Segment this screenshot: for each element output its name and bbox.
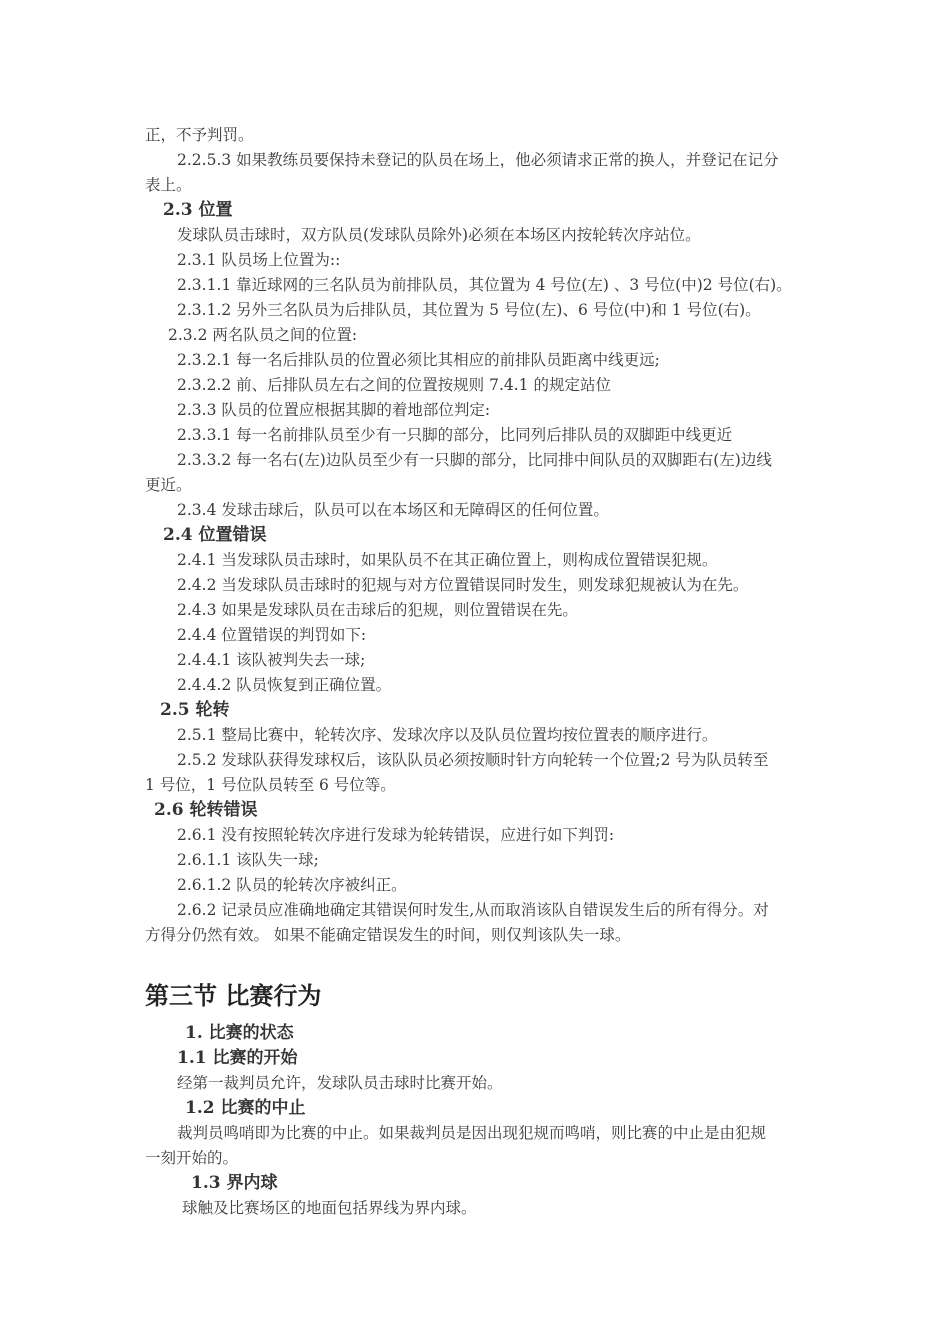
rule-2-4-4: 2.4.4 位置错误的判罚如下: [177, 626, 367, 644]
rule-2-3-2-1: 2.3.2.1 每一名后排队员的位置必须比其相应的前排队员距离中线更远; [177, 351, 660, 369]
text-line: 1 号位，1 号位队员转至 6 号位等。 [145, 776, 396, 794]
heading-1-3: 1.3 界内球 [191, 1173, 278, 1193]
rule-2-4-2: 2.4.2 当发球队员击球时的犯规与对方位置错误同时发生，则发球犯规被认为在先。 [177, 576, 749, 594]
heading-1: 1. 比赛的状态 [185, 1023, 294, 1043]
rule-2-3-1: 2.3.1 队员场上位置为:: [177, 251, 341, 269]
rule-2-3-1-1: 2.3.1.1 靠近球网的三名队员为前排队员，其位置为 4 号位(左) 、3 号位(中)2 号位(右)。 [177, 276, 792, 294]
text-line: 经第一裁判员允许，发球队员击球时比赛开始。 [177, 1074, 503, 1092]
rule-2-6-2: 2.6.2 记录员应准确地确定其错误何时发生,从而取消该队自错误发生后的所有得分。对 [177, 901, 769, 919]
text-line: 球触及比赛场区的地面包括界线为界内球。 [182, 1199, 477, 1217]
rule-2-4-3: 2.4.3 如果是发球队员在击球后的犯规，则位置错误在先。 [177, 601, 578, 619]
text-line: 正，不予判罚。 [145, 126, 254, 144]
rule-2-2-5-3: 2.2.5.3 如果教练员要保持未登记的队员在场上，他必须请求正常的换人，并登记在记分 [177, 151, 779, 169]
rule-2-3-2: 2.3.2 两名队员之间的位置: [168, 326, 358, 344]
heading-2-3: 2.3 位置 [163, 200, 233, 220]
rule-2-3-4: 2.3.4 发球击球后，队员可以在本场区和无障碍区的任何位置。 [177, 501, 609, 519]
rule-2-6-1-2: 2.6.1.2 队员的轮转次序被纠正。 [177, 876, 407, 894]
rule-2-5-1: 2.5.1 整局比赛中，轮转次序、发球次序以及队员位置均按位置表的顺序进行。 [177, 726, 718, 744]
rule-2-3-3: 2.3.3 队员的位置应根据其脚的着地部位判定: [177, 401, 491, 419]
rule-2-6-1: 2.6.1 没有按照轮转次序进行发球为轮转错误，应进行如下判罚: [177, 826, 615, 844]
rule-2-3-3-1: 2.3.3.1 每一名前排队员至少有一只脚的部分，比同列后排队员的双脚距中线更近 [177, 426, 733, 444]
rule-2-4-4-2: 2.4.4.2 队员恢复到正确位置。 [177, 676, 392, 694]
text-line: 方得分仍然有效。 如果不能确定错误发生的时间，则仅判该队失一球。 [145, 926, 631, 944]
heading-1-1: 1.1 比赛的开始 [177, 1048, 298, 1068]
text-line: 一刻开始的。 [145, 1149, 239, 1167]
section-title: 第三节 比赛行为 [145, 981, 322, 1010]
rule-2-3-3-2: 2.3.3.2 每一名右(左)边队员至少有一只脚的部分，比同排中间队员的双脚距右(左)边线 [177, 451, 772, 469]
rule-2-5-2: 2.5.2 发球队获得发球权后，该队队员必须按顺时针方向轮转一个位置;2 号为队员转至 [177, 751, 769, 769]
text-line: 发球队员击球时，双方队员(发球队员除外)必须在本场区内按轮转次序站位。 [177, 226, 701, 244]
heading-1-2: 1.2 比赛的中止 [185, 1098, 306, 1118]
heading-2-5: 2.5 轮转 [160, 700, 230, 720]
text-line: 裁判员鸣哨即为比赛的中止。如果裁判员是因出现犯规而鸣哨，则比赛的中止是由犯规 [177, 1124, 767, 1142]
text-line: 更近。 [145, 476, 192, 494]
heading-2-4: 2.4 位置错误 [163, 525, 267, 545]
rule-2-4-4-1: 2.4.4.1 该队被判失去一球; [177, 651, 366, 669]
rule-2-3-2-2: 2.3.2.2 前、后排队员左右之间的位置按规则 7.4.1 的规定站位 [177, 376, 611, 394]
rule-2-6-1-1: 2.6.1.1 该队失一球; [177, 851, 319, 869]
heading-2-6: 2.6 轮转错误 [154, 800, 258, 820]
text-line: 表上。 [145, 176, 192, 194]
rule-2-3-1-2: 2.3.1.2 另外三名队员为后排队员，其位置为 5 号位(左)、6 号位(中)和 1 号位(右)。 [177, 301, 761, 319]
rule-2-4-1: 2.4.1 当发球队员击球时，如果队员不在其正确位置上，则构成位置错误犯规。 [177, 551, 718, 569]
